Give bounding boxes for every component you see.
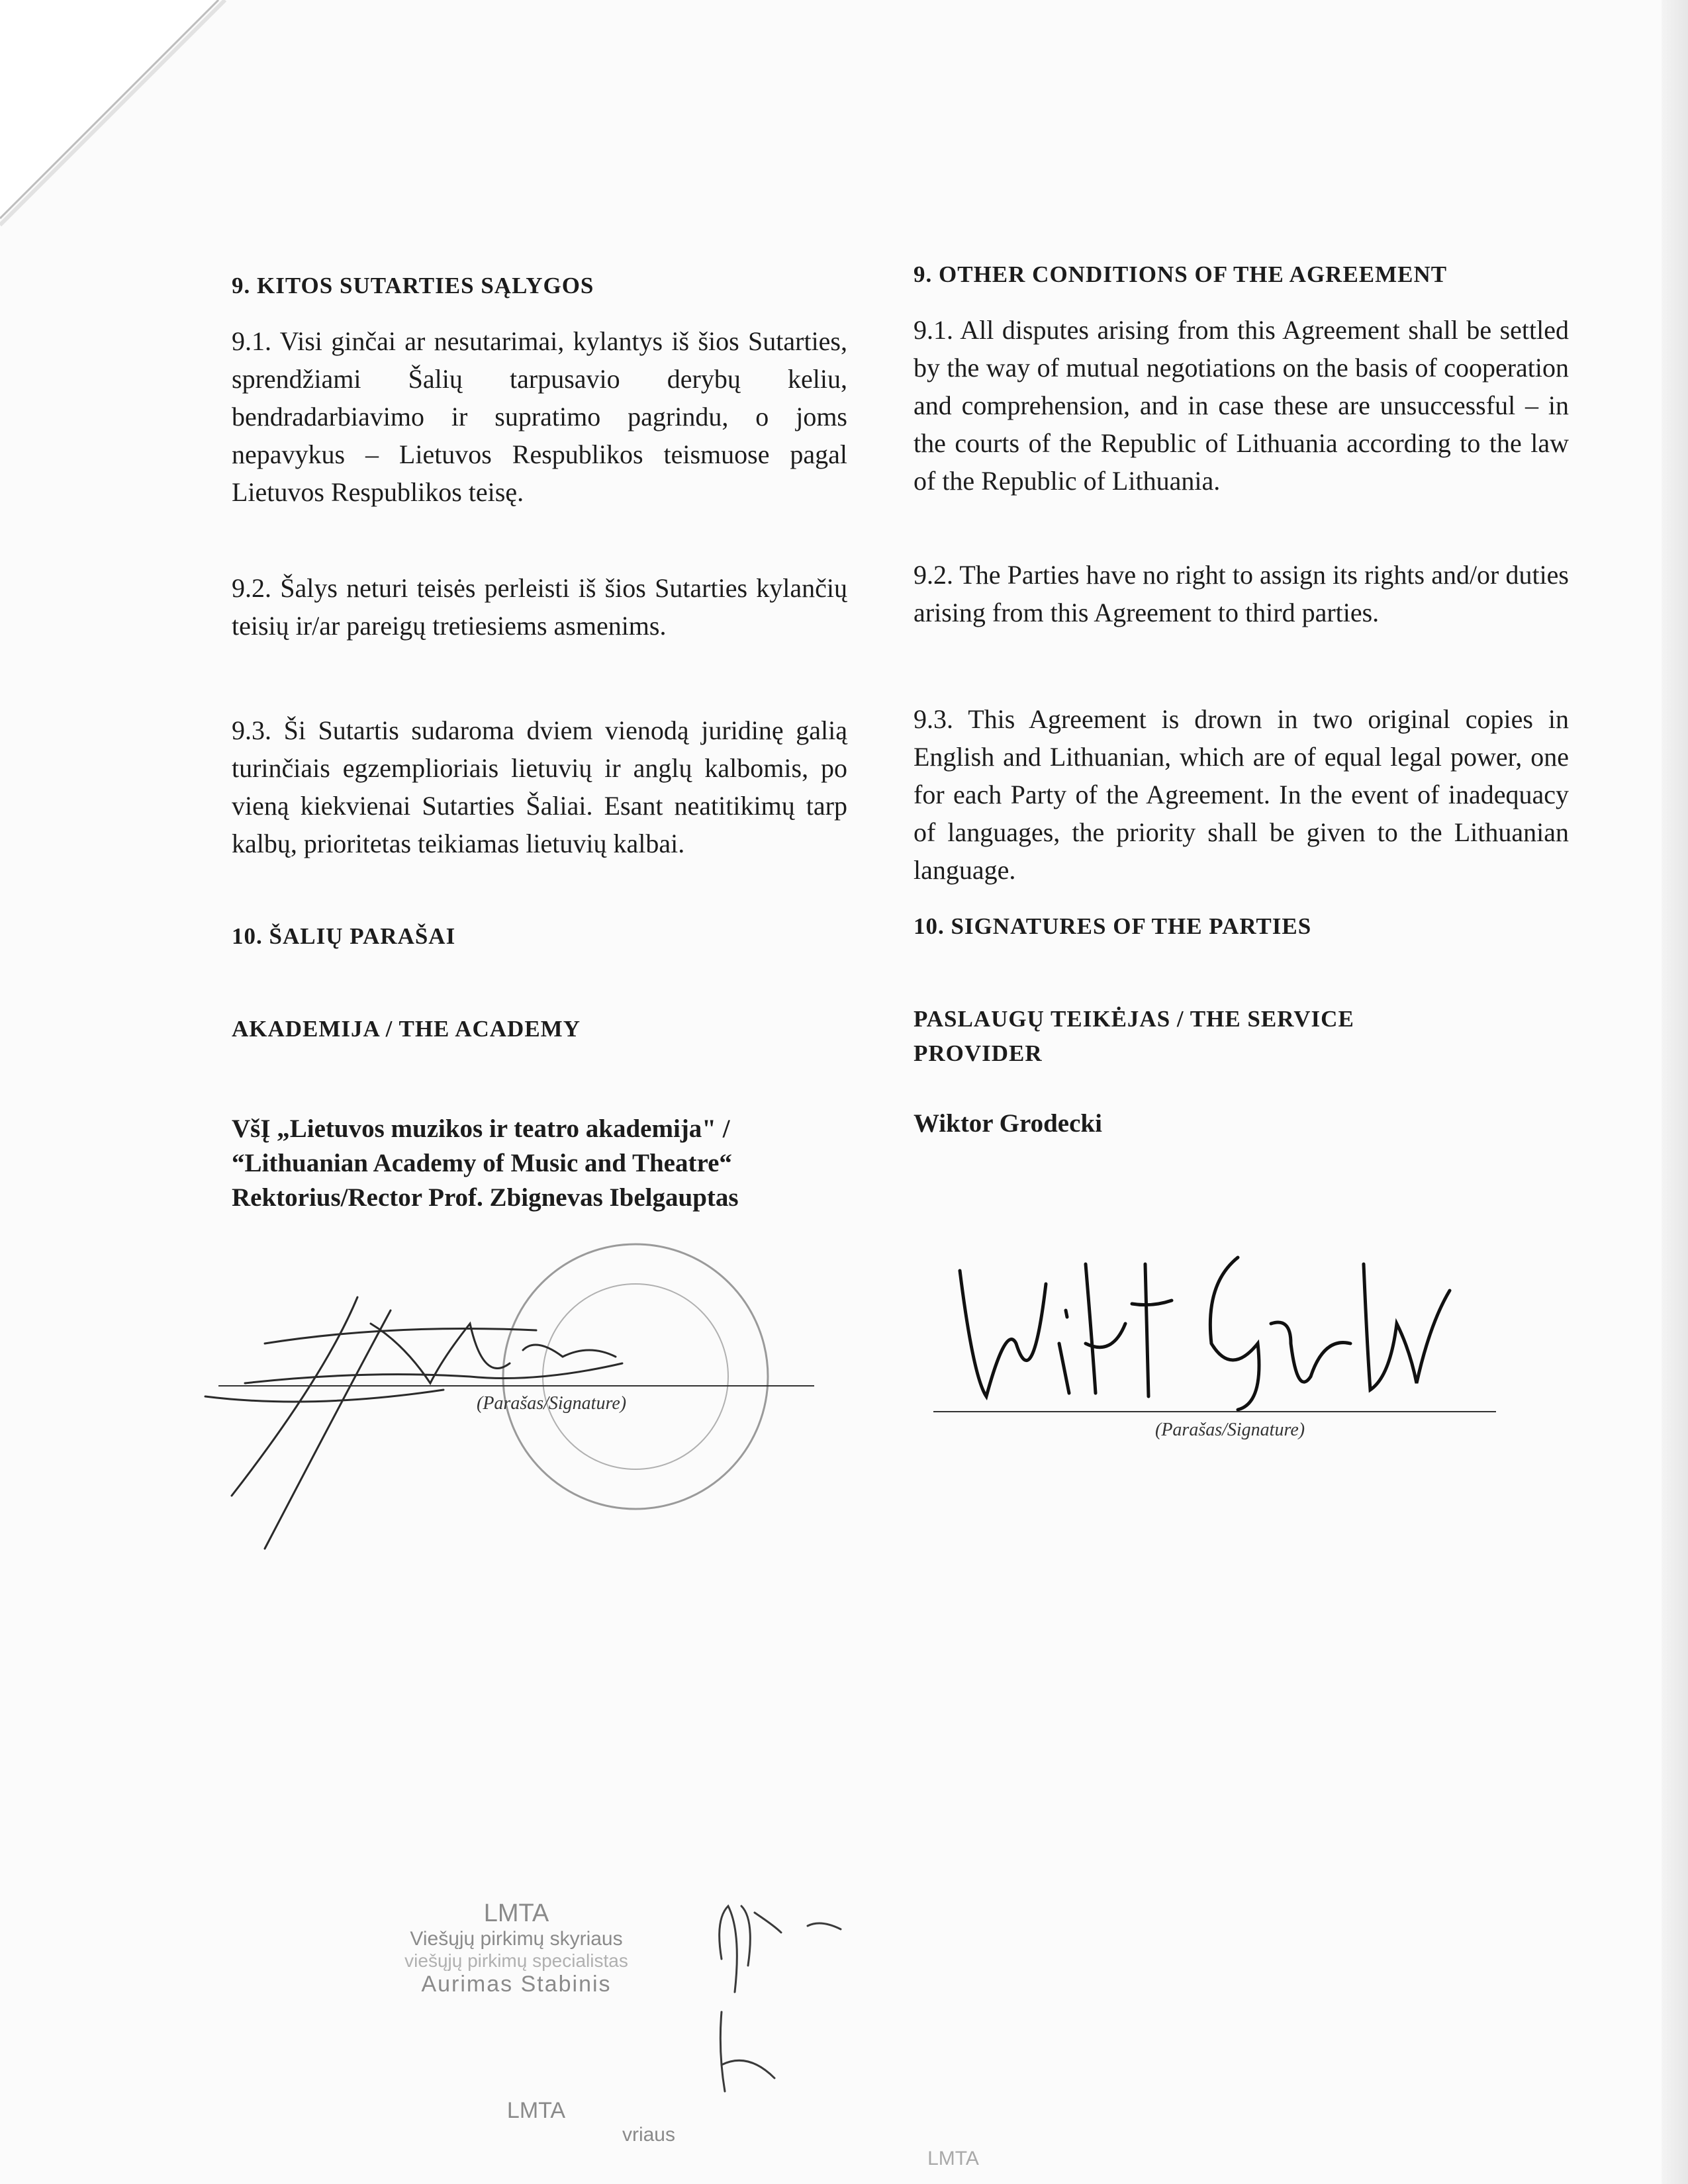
stamp1-line2: Viešųjų pirkimų skyriaus (410, 1928, 623, 1950)
academy-name-en: “Lithuanian Academy of Music and Theatre“ (232, 1149, 732, 1177)
rector-name: Rektorius/Rector Prof. Zbignevas Ibelgauptas (232, 1183, 739, 1212)
stamp1-line4: Aurimas Stabinis (421, 1972, 612, 1997)
provider-signature (953, 1244, 1509, 1416)
stamp2-line2: vriaus (622, 2124, 675, 2146)
left-clause-9-3: 9.3. Ši Sutartis sudaroma dviem vienodą juridinę galią turinčiais egzemplioriais lietuvių ir anglų kalbomis, po vieną kiekvienai Sutarties Šaliai. Esant neatitikimų tarp kalbų, prioritetas teikiamas lietuvių kalbai. (232, 715, 847, 858)
right-signature-line (933, 1411, 1496, 1412)
approver-initials (708, 1893, 867, 2111)
academy-name-lt: VšĮ „Lietuvos muzikos ir teatro akademija" / (232, 1115, 730, 1143)
provider-name: Wiktor Grodecki (914, 1109, 1102, 1138)
rector-signature (192, 1284, 735, 1562)
scan-right-edge (1662, 0, 1688, 2184)
stamp1-line3: viešųjų pirkimų specialistas (404, 1950, 628, 1971)
stamp3-line1: LMTA (927, 2148, 979, 2169)
right-clause-9-3: 9.3. This Agreement is drown in two original copies in English and Lithuanian, which are of equal legal power, one for each Party of the Agreement. In the event of inadequacy of languages, the priority shall be given to the Lithuanian language. (914, 704, 1569, 885)
left-party-label: AKADEMIJA / THE ACADEMY (232, 1016, 581, 1042)
approval-stamp-2 (371, 2098, 702, 2146)
right-party-label-1: PASLAUGŲ TEIKĖJAS / THE SERVICE (914, 1006, 1354, 1032)
right-heading-9: 9. OTHER CONDITIONS OF THE AGREEMENT (914, 261, 1448, 287)
stamp1-line1: LMTA (483, 1899, 549, 1927)
right-clause-9-1: 9.1. All disputes arising from this Agreement shall be settled by the way of mutual negotiations on the basis of cooperation and comprehension, and in case these are unsuccessful – in the courts of the Republic of Lithuania according to the law of the Republic of Lithuania. (914, 315, 1569, 496)
left-heading-9: 9. KITOS SUTARTIES SĄLYGOS (232, 273, 594, 298)
right-party-label-2: PROVIDER (914, 1040, 1043, 1066)
stamp2-line1: LMTA (506, 2098, 566, 2123)
approval-stamp-1 (344, 1899, 688, 1997)
left-heading-10: 10. ŠALIŲ PARAŠAI (232, 923, 456, 949)
page-fold-corner (0, 0, 265, 265)
right-heading-10: 10. SIGNATURES OF THE PARTIES (914, 913, 1312, 939)
left-signature-caption: (Parašas/Signature) (477, 1393, 627, 1414)
left-clause-9-1: 9.1. Visi ginčai ar nesutarimai, kylantys iš šios Sutarties, sprendžiami Šalių tarpusavio derybų keliu, bendradarbiavimo ir supratimo pagrindu, o joms nepavykus – Lietuvos Respublikos teismuose pagal Lietuvos Respublikos teisę. (232, 326, 847, 507)
left-clause-9-2: 9.2. Šalys neturi teisės perleisti iš šios Sutarties kylančių teisių ir/ar pareigų tretiesiems asmenims. (232, 573, 847, 641)
approval-stamp-3 (900, 2148, 1006, 2170)
right-clause-9-2: 9.2. The Parties have no right to assign its rights and/or duties arising from this Agreement to third parties. (914, 560, 1569, 627)
right-signature-caption: (Parašas/Signature) (1155, 1420, 1305, 1440)
